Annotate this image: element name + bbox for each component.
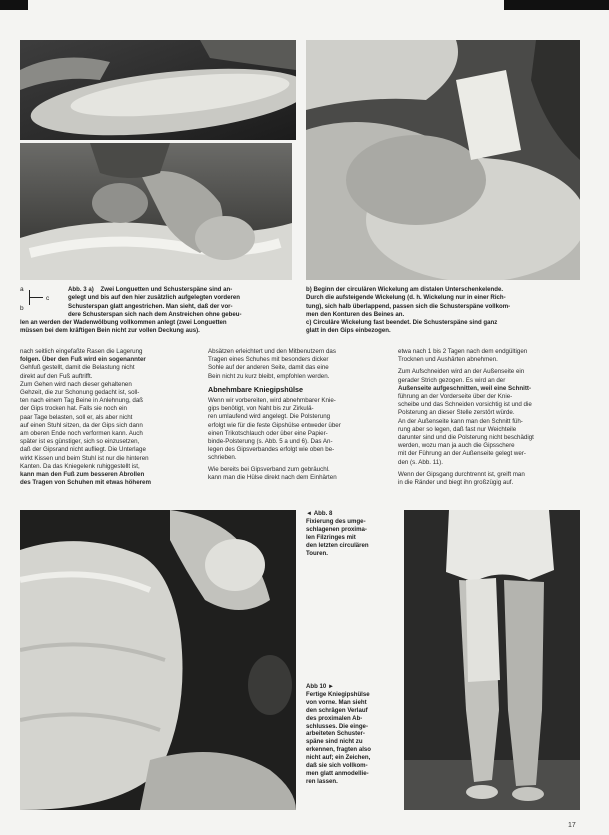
caption-abb3bc [306, 286, 584, 336]
col3-line: An der Außenseite kann man den Schnitt füh- [398, 417, 523, 425]
label-b: b [20, 305, 24, 312]
photo-abb8-filz-fixation [20, 510, 296, 810]
photo-leg-splints-top [20, 40, 296, 140]
caption-abb3a-line3: Schusterspan glatt angestrichen. Man sieht, daß der vor- [68, 302, 233, 310]
col1-line: paar Tage belasten, soll er, als aber nicht [20, 413, 133, 421]
caption-abb8-line: den letzten circulären [306, 541, 369, 549]
caption-abb10-title: Abb 10 [306, 683, 327, 690]
caption-abb3a-line6: müssen bei dem kräftigen Bein nicht zur vollen Deckung aus). [20, 327, 200, 335]
col3-line: mit der Führung an der Außenseite gelegt wer- [398, 450, 526, 458]
caption-abb3a-line4: dere Schusterspan sich nach dem Anstreichen ohne gebeu- [68, 310, 242, 318]
col1-line: des Tragen von Schuhen mit etwas höherem [20, 479, 152, 487]
caption-abb10-line: men glatt anmodellie- [306, 769, 369, 777]
col3-line: Zum Aufschneiden wird an der Außenseite ein [398, 368, 525, 376]
col1-line: daß der Gipsrand nicht aufliegt. Die Unterlage [20, 446, 146, 454]
col2-line: Tragen eines Schuhes mit besonders dicker [208, 356, 329, 364]
corner-mark-right [504, 0, 609, 10]
page-number: 17 [568, 822, 576, 829]
section-heading: Abnehmbare Kniegipshülse [208, 384, 304, 394]
label-c: c [46, 295, 50, 302]
col3-line: Wenn der Gipsgang durchtrennt ist, greift man [398, 470, 525, 478]
col2-line: ren umlaufend wird angelegt. Die Polsterung [208, 413, 331, 421]
col1-line: Zum Gehen wird nach dieser gehaltenen [20, 380, 132, 388]
col1-line: Kanten. Da das Kniegelenk ruhiggestellt ist, [20, 462, 140, 470]
body-column-2 [208, 348, 384, 482]
photo-hands-applying-splint [20, 143, 292, 280]
arrow-right-icon: ► [328, 683, 335, 690]
col2-line: schrieben. [208, 454, 237, 462]
col1-line: Gehzeit, die zur Schonung gedacht ist, soll- [20, 389, 140, 397]
col1-line: ten nach einem Tag Beine in Anlehnung, daß [20, 397, 144, 405]
caption-abb8-line: schlagenen proxima- [306, 525, 367, 533]
caption-abb10-line: den schrägen Verlauf [306, 706, 368, 714]
col2-line: legen des Gipsverbandes erfolgt wie oben be- [208, 446, 335, 454]
col1-line: der Gips trocken hat. Falls sie noch ein [20, 405, 127, 413]
col2-line: gips benötigt, von Naht bis zur Zirkulä- [208, 405, 314, 413]
caption-abb10-line: schlusses. Die einge- [306, 722, 368, 730]
col3-line: werden, wozu man ja auch die Gipsschere [398, 442, 515, 450]
caption-abb8-title: Abb. 8 [313, 510, 333, 517]
col3-line: in die Ränder und biegt ihn großzügig auf. [398, 479, 514, 487]
caption-abb3a-title: Abb. 3 a) [68, 286, 94, 293]
col3-line: rung aber so legen, daß fast nur Weichteile [398, 425, 517, 433]
col2-line: erfolgt wie für die feste Gipshülse entweder über [208, 421, 341, 429]
col3-line: gerader Strich gezogen. Es wird an der [398, 376, 506, 384]
caption-abb10 [306, 683, 400, 786]
caption-abb10-line: arbeiteten Schuster- [306, 730, 365, 738]
caption-abb10-line: ren lassen. [306, 777, 338, 785]
col2-line: kann man die Hülse direkt nach dem Einhärten [208, 473, 337, 481]
caption-abb10-line: des proximalen Ab- [306, 714, 363, 722]
caption-abb8-line: len Filzringes mit [306, 533, 356, 541]
caption-abb10-line: nicht auf; ein Zeichen, [306, 754, 371, 762]
col3-line: Polsterung an dieser Stelle zerstört würde. [398, 409, 515, 417]
col3-line: etwa nach 1 bis 2 Tagen nach dem endgültigen [398, 348, 528, 355]
col1-line: nach seitlich eingefaßte Rasen die Lagerung [20, 348, 143, 355]
col2-line: Absätzen erleichtert und den Mitbenutzern das [208, 348, 336, 355]
caption-abb3b-line3: tung), sich halb überlappend, passen sich die Schusterspäne vollkom- [306, 302, 511, 310]
caption-abb3a-line1: Zwei Longuetten und Schusterspäne sind an- [100, 286, 233, 293]
col1-line: Gehfuß gestellt, damit die Belastung nicht [20, 364, 135, 372]
col1-line: später ist es günstiger, sich so einzusetzen, [20, 438, 140, 446]
caption-abb8 [306, 510, 398, 557]
col3-line: führung an der Vorderseite über der Knie- [398, 393, 513, 401]
col3-line: Trocknen und Aushärten abnehmen. [398, 356, 498, 364]
caption-abb10-line: erkennen, fragten also [306, 746, 372, 754]
col2-line: binde-Polsterung (s. Abb. 5 a und 6). Das An- [208, 438, 333, 446]
label-a: a [20, 286, 24, 293]
body-column-3 [398, 348, 584, 487]
col2-line: Wie bereits bei Gipsverband zum gebräuchl. [208, 465, 330, 473]
col2-line: Bein nicht zu kurz bleibt, empfohlen werden. [208, 372, 330, 380]
col3-line: Außenseite aufgeschnitten, weil eine Schnitt- [398, 384, 532, 392]
caption-abb10-line: daß sie sich vollkom- [306, 762, 368, 770]
col1-line: direkt auf den Fuß auftrifft. [20, 372, 93, 380]
col1-line: folgen. Über den Fuß wird ein sogenannter [20, 356, 146, 364]
col1-line: kann man den Fuß zum besseren Abrollen [20, 471, 145, 479]
caption-abb3b-line4: men den Konturen des Beines an. [306, 310, 405, 318]
caption-abb8-line: Touren. [306, 549, 328, 557]
col1-line: auf einen Stuhl sitzen, da der Gips sich dann [20, 421, 143, 429]
caption-abb10-line: Fertige Kniegipshülse [306, 690, 370, 698]
caption-abb3c-line5: c) Circuläre Wickelung fast beendet. Die Schusterspäne sind ganz [306, 319, 498, 327]
caption-abb3a-line5: len an werden der Wadenwölbung vollkommen anlegt (zwei Longuetten [20, 319, 227, 326]
col2-line: Wenn wir vorbereiten, wird abnehmbarer Knie- [208, 397, 336, 405]
col1-line: am oberen Ende noch verformen kann. Auch [20, 430, 143, 438]
caption-abb8-line: Fixierung des umge- [306, 517, 366, 525]
col3-line: scheibe und das Schneiden vorsichtig ist und die [398, 401, 532, 409]
col2-line: Sohle auf der anderen Seite, damit das eine [208, 364, 329, 372]
caption-abb3c-line6: glatt in den Gips einbezogen. [306, 327, 391, 335]
col2-line: einen Trikotschlauch oder über eine Papier- [208, 429, 328, 437]
photo-circular-wrapping [306, 40, 580, 280]
col3-line: darunter sind und die Polsterung nicht beschädigt [398, 434, 534, 442]
photo-abb10-finished-knee-cast [404, 510, 580, 810]
caption-abb10-line: von vorne. Man sieht [306, 698, 367, 706]
caption-abb3b-line2: Durch die aufsteigende Wickelung (d. h. Wickelung nur in einer Rich- [306, 294, 506, 302]
body-column-1 [20, 348, 198, 487]
col1-line: wirkt Kissen und beim Stuhl ist nur die hinteren [20, 454, 149, 462]
arrow-left-icon: ◄ [306, 510, 313, 517]
caption-abb3a-line2: gelegt und bis auf den hier zusätzlich aufgelegten vorderen [68, 294, 241, 302]
caption-abb3b-line1: b) Beginn der circulären Wickelung am distalen Unterschenkelende. [306, 286, 504, 293]
corner-mark-left [0, 0, 28, 10]
col3-line: den (s. Abb. 11). [398, 458, 443, 466]
caption-abb10-line: späne sind nicht zu [306, 738, 363, 746]
